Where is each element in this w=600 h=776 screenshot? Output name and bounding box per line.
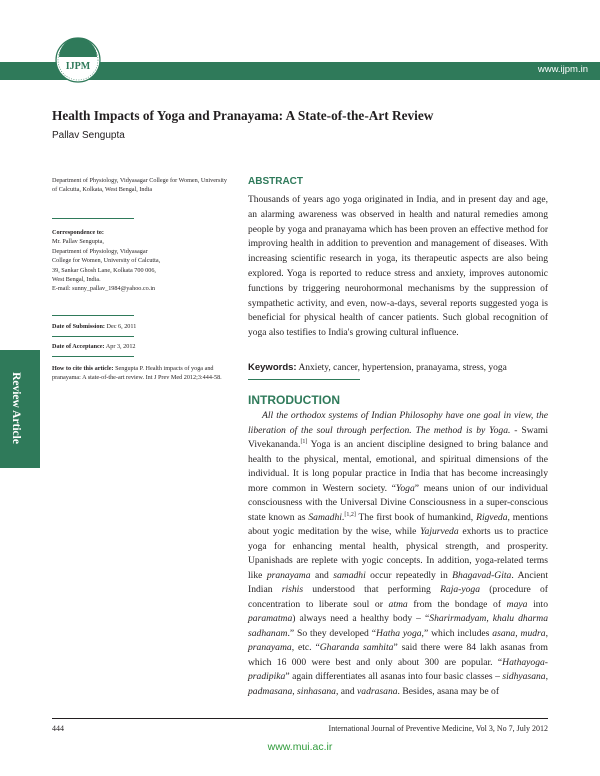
abstract-heading: ABSTRACT xyxy=(248,176,303,187)
abstract-text: Thousands of years ago yoga originated in India, and in present day and age, an alarming awareness was observed in health and natural remedies among people by yoga and pranayama which has been proven an effective method for improving health in addition to prevention and management of diseases. With increasing scientific research in yoga, its therapeutic aspects are also being explored. Yoga is reported to reduce stress and anxiety, improves autonomic functions by triggering neurohormonal mechanisms by the suppression of sympathetic activity, and even, now-a-days, several reports suggested yoga is beneficial for physical health of cancer patients. Such global recognition of yoga also testifies to India's growing cultural influence. xyxy=(248,195,548,339)
cite-block: How to cite this article: Sengupta P. Health impacts of yoga and pranayama: A state-of-the-art review. Int J Prev Med 2012;3:444-58. xyxy=(52,365,222,382)
introduction-text: All the orthodox systems of Indian Philosophy have one goal in view, the liberation of the soul through perfection. The method is by Yoga. - Swami Vivekananda.[1] Yoga is an ancient discipline designed to bring balance and health to the physical, mental, emotional, and spiritual dimensions of the individual. It is long popular practice in India that has become increasingly more common in Western society. “Yoga” means union of our individual consciousness with the Universal Divine Consciousness in a super-conscious state known as Samadhi.[1,2] The first book of humankind, Rigveda, mentions about yogic meditation by the wise, while Yajurveda exhorts us to practice yoga for enhancing mental health, physical strength, and prosperity. Upanishads are replete with yogic concepts. In addition, yoga-related terms like pranayama and samadhi occur repeatedly in Bhagavad-Gita. Ancient Indian rishis understood that performing Raja-yoga (procedure of concentration to liberate soul or atma from the bondage of maya into paramatma) always need a healthy body – “Sharirmadyam, khalu dharma sadhanam.” So they developed “Hatha yoga,” which includes asana, mudra, pranayama, etc. “Gharanda samhita” said there were 84 lakh asanas from which 16 000 were best and only about 300 are popular. “Hathayoga-pradipika” again differentiates all asanas into four basic classes – sidhyasana, padmasana, sinhasana, and vadrasana. Besides, asana may be of xyxy=(248,410,548,697)
keywords xyxy=(248,362,553,373)
article-type-band xyxy=(0,350,40,468)
correspondence-line: Mr. Pallav Sengupta, xyxy=(52,238,104,246)
submission-date: Date of Submission: Dec 6, 2011 xyxy=(52,323,137,330)
page-number: 444 xyxy=(52,724,64,733)
article-type: Review Article xyxy=(10,372,22,444)
sidebar-divider xyxy=(52,356,134,357)
section-divider xyxy=(248,379,360,380)
correspondence-label: Correspondence to: xyxy=(52,229,104,236)
citation-ref: [1,2] xyxy=(344,511,356,518)
sidebar-divider xyxy=(52,336,134,337)
author-name: Pallav Sengupta xyxy=(52,130,125,141)
footer-divider xyxy=(52,718,548,719)
journal-url[interactable]: www.ijpm.in xyxy=(537,64,588,75)
correspondence-email[interactable]: E-mail: sunny_pallav_1984@yahoo.co.in xyxy=(52,285,156,293)
correspondence-line: College for Women, University of Calcutta, xyxy=(52,257,161,265)
correspondence-line: Department of Physiology, Vidyasagar xyxy=(52,247,148,255)
sidebar-divider xyxy=(52,218,134,219)
acceptance-date: Date of Acceptance: Apr 3, 2012 xyxy=(52,343,136,350)
sidebar-divider xyxy=(52,315,134,316)
article-title: Health Impacts of Yoga and Pranayama: A State-of-the-Art Review xyxy=(52,108,434,123)
correspondence-block xyxy=(52,228,232,294)
correspondence-line: 39, Sankar Ghosh Lane, Kolkata 700 006, xyxy=(52,266,156,274)
journal-logo xyxy=(55,37,101,83)
publisher-url[interactable]: www.mui.ac.ir xyxy=(267,741,333,753)
introduction-heading: INTRODUCTION xyxy=(248,393,340,407)
logo-text: IJPM xyxy=(65,61,91,72)
keywords-list: Anxiety, cancer, hypertension, pranayama, stress, yoga xyxy=(298,363,507,373)
journal-citation: International Journal of Preventive Medicine, Vol 3, No 7, July 2012 xyxy=(328,724,548,733)
correspondence-line: West Bengal, India. xyxy=(52,276,101,284)
affiliation: Department of Physiology, Vidyasagar College for Women, University of Calcutta, Kolkata, West Bengal, India xyxy=(52,177,227,194)
keywords-label: Keywords: xyxy=(248,362,297,373)
citation-ref: [1] xyxy=(300,438,308,445)
